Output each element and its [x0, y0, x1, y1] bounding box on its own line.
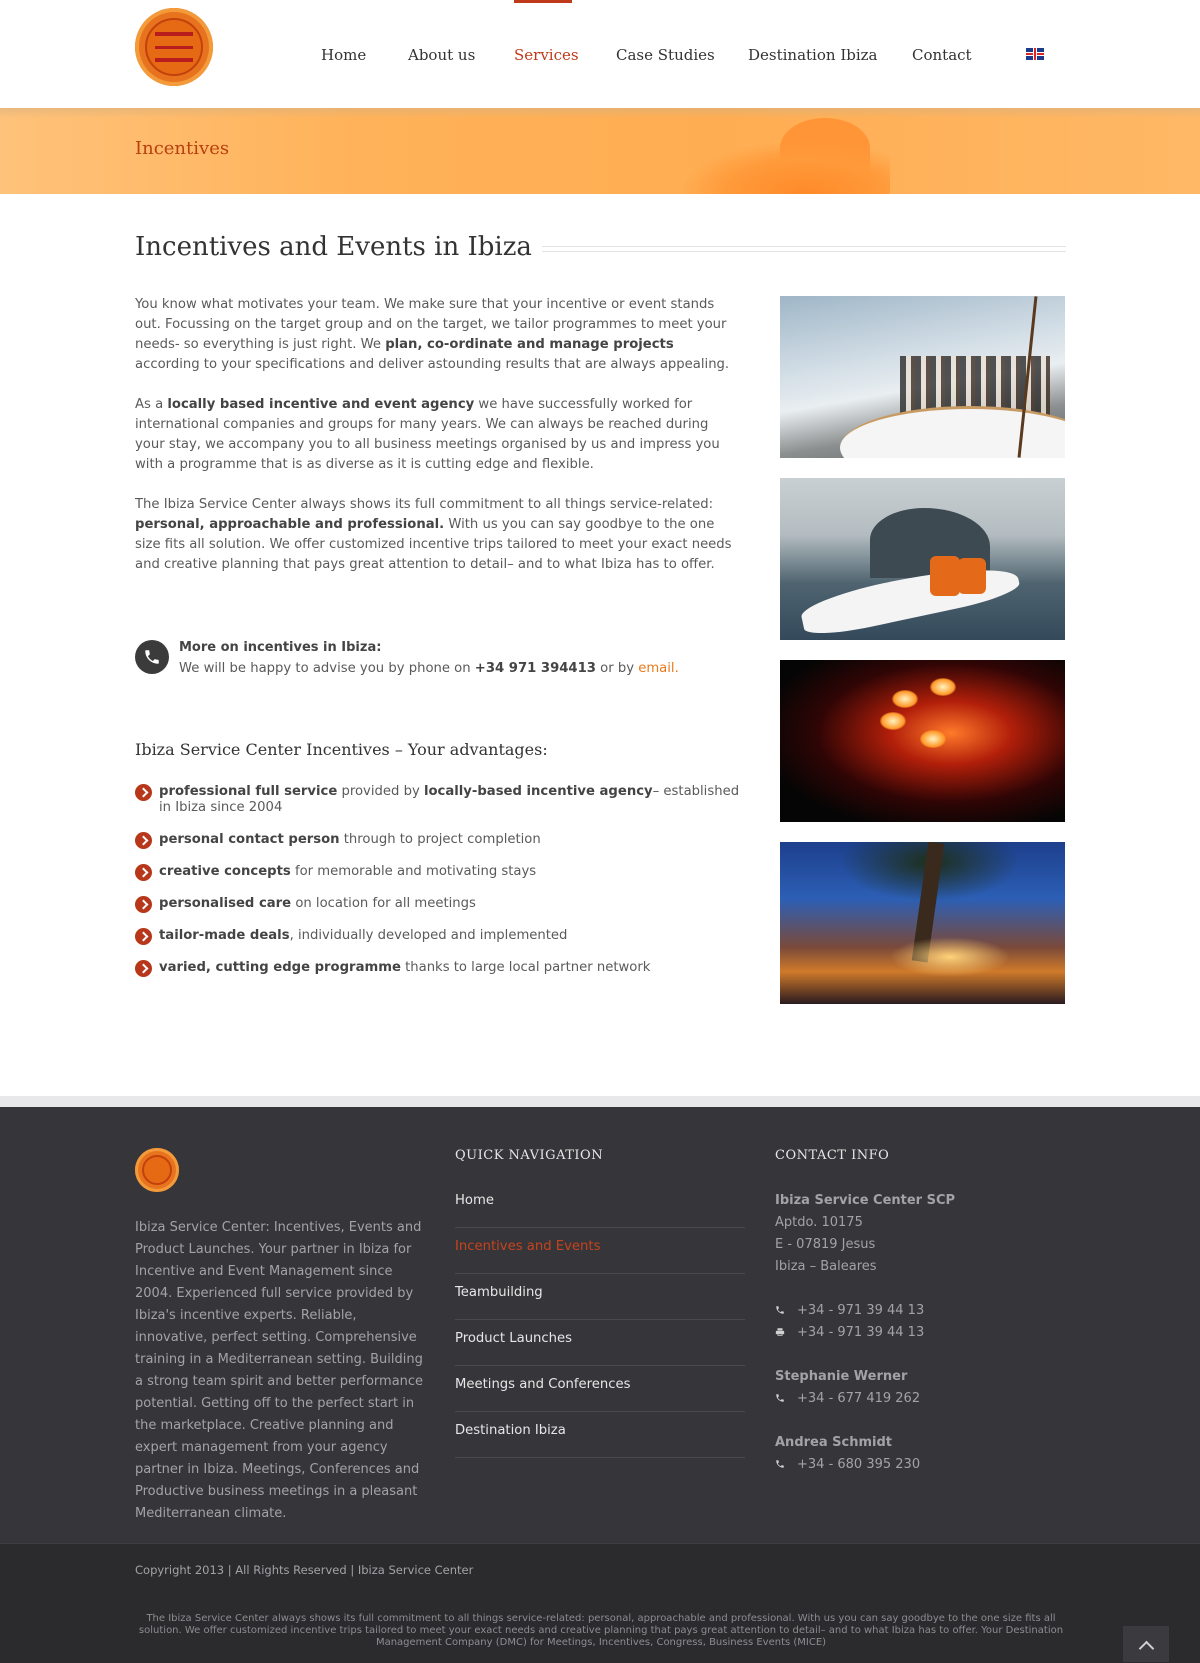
footer-logo[interactable]: [135, 1148, 179, 1192]
chevron-right-icon: [135, 864, 152, 881]
nav-destination-ibiza[interactable]: Destination Ibiza: [748, 46, 878, 64]
list-item: personal contact person through to project completion: [135, 832, 745, 848]
page-title: Incentives and Events in Ibiza: [135, 232, 532, 262]
logo-emblem: [145, 18, 203, 76]
fax-number: +34 - 971 39 44 13: [797, 1325, 925, 1340]
phone-number: +34 - 677 419 262: [797, 1391, 921, 1406]
address-line: Aptdo. 10175: [775, 1215, 863, 1230]
list-item: varied, cutting edge programme thanks to large local partner network: [135, 960, 745, 976]
contact-phone: +34 971 394413: [474, 661, 596, 676]
phone-icon: [775, 1393, 785, 1403]
photo-sailing-boat[interactable]: [780, 296, 1065, 458]
footer-nav-destination-ibiza[interactable]: Destination Ibiza: [455, 1412, 745, 1458]
quick-nav-title: QUICK NAVIGATION: [455, 1148, 604, 1163]
photo-fire-dancer[interactable]: [780, 660, 1065, 822]
chevron-right-icon: [135, 928, 152, 945]
footer-nav-incentives-events[interactable]: Incentives and Events: [455, 1228, 745, 1274]
email-link[interactable]: email.: [638, 661, 679, 676]
nav-home[interactable]: Home: [321, 46, 367, 64]
nav-case-studies[interactable]: Case Studies: [616, 46, 715, 64]
phone-icon: [775, 1305, 785, 1315]
phone-number: +34 - 680 395 230: [797, 1457, 921, 1472]
chevron-right-icon: [135, 896, 152, 913]
footer-nav-home[interactable]: Home: [455, 1182, 745, 1228]
site-header: [0, 0, 1200, 108]
phone-number: +34 - 971 39 44 13: [797, 1303, 925, 1318]
active-nav-indicator: [514, 0, 572, 3]
list-item: tailor-made deals, individually developed and implemented: [135, 928, 745, 944]
advantages-title: Ibiza Service Center Incentives – Your advantages:: [135, 740, 548, 759]
footer-about-text: Ibiza Service Center: Incentives, Events and Product Launches. Your partner in Ibiza for Incentive and Event Management since 2004. Experienced full service provided by Ibiza's incentive experts. Reliable, innovative, perfect setting. Comprehensive training in a Mediterranean setting. Building a strong team spirit and better performance potential. Getting off to the perfect start in the marketplace. Creative planning and expert management from your agency partner in Ibiza. Meetings, Conferences and Productive business meetings in a pleasant Mediterranean climate.: [135, 1220, 424, 1521]
advantages-list: [135, 784, 745, 992]
scroll-to-top-button[interactable]: [1123, 1626, 1169, 1662]
logo[interactable]: [135, 8, 213, 86]
list-item: professional full service provided by locally-based incentive agency– established in Ibiza since 2004: [135, 784, 745, 816]
list-item: personalised care on location for all meetings: [135, 896, 745, 912]
nav-services[interactable]: Services: [514, 46, 579, 64]
seo-text: The Ibiza Service Center always shows its full commitment to all things service-related: personal, approachable and professional. With us you can say goodbye to the one size fits all solution. We offer customized incentive trips tailored to meet your exact needs and creative planning that pays great attention to detail– and to what Ibiza has to offer. Your Destination Management Company (DMC) for Meetings, Incentives, Congress, Business Events (MICE): [138, 1613, 1064, 1648]
address-line: Ibiza – Baleares: [775, 1259, 877, 1274]
uk-flag-icon[interactable]: [1026, 48, 1044, 60]
footer-nav-meetings-conferences[interactable]: Meetings and Conferences: [455, 1366, 745, 1412]
footer-nav-teambuilding[interactable]: Teambuilding: [455, 1274, 745, 1320]
phone-icon: [135, 640, 169, 674]
intro-paragraph-2: As a locally based incentive and event agency we have successfully worked for international companies and groups for many years. We can always be reached during your stay, we accompany you to all business meetings organised by us and impress you with a programme that is as diverse as it is cutting edge and flexible.: [135, 397, 720, 472]
page-banner: [0, 108, 1200, 194]
list-item: creative concepts for memorable and motivating stays: [135, 864, 745, 880]
copyright: Copyright 2013 | All Rights Reserved | Ibiza Service Center: [135, 1563, 474, 1577]
quick-navigation: [455, 1182, 745, 1458]
company-name: Ibiza Service Center SCP: [775, 1193, 956, 1208]
photo-beach-club[interactable]: [780, 842, 1065, 1004]
address-line: E - 07819 Jesus: [775, 1237, 876, 1252]
chevron-right-icon: [135, 832, 152, 849]
contact-info-title: CONTACT INFO: [775, 1148, 890, 1163]
nav-contact[interactable]: Contact: [912, 46, 972, 64]
fax-icon: [775, 1327, 785, 1337]
contact-person: Andrea Schmidt: [775, 1435, 892, 1450]
chevron-right-icon: [135, 784, 152, 801]
chevron-right-icon: [135, 960, 152, 977]
contact-info: [775, 1190, 1075, 1476]
intro-paragraph-3: The Ibiza Service Center always shows its full commitment to all things service-related: personal, approachable and professional. With us you can say goodbye to the one size fits all solution. We offer customized incentive trips tailored to meet your exact needs and creative planning that pays great attention to detail– and to what Ibiza has to offer.: [135, 497, 732, 572]
contact-person: Stephanie Werner: [775, 1369, 908, 1384]
title-divider: [542, 246, 1066, 252]
contact-title: More on incentives in Ibiza:: [179, 640, 382, 655]
nav-about-us[interactable]: About us: [408, 46, 476, 64]
banner-title: Incentives: [135, 138, 230, 159]
contact-text: We will be happy to advise you by phone on +34 971 394413 or by email.: [179, 661, 679, 676]
photo-jet-ski[interactable]: [780, 478, 1065, 640]
footer-divider: [0, 1096, 1200, 1107]
phone-icon: [775, 1459, 785, 1469]
intro-paragraph-1: You know what motivates your team. We make sure that your incentive or event stands out. Focussing on the target group and on the target, we tailor programmes to meet your needs- so everything is just right. We plan, co-ordinate and manage projects according to your specifications and deliver astounding results that are always appealing.: [135, 297, 730, 372]
footer-nav-product-launches[interactable]: Product Launches: [455, 1320, 745, 1366]
